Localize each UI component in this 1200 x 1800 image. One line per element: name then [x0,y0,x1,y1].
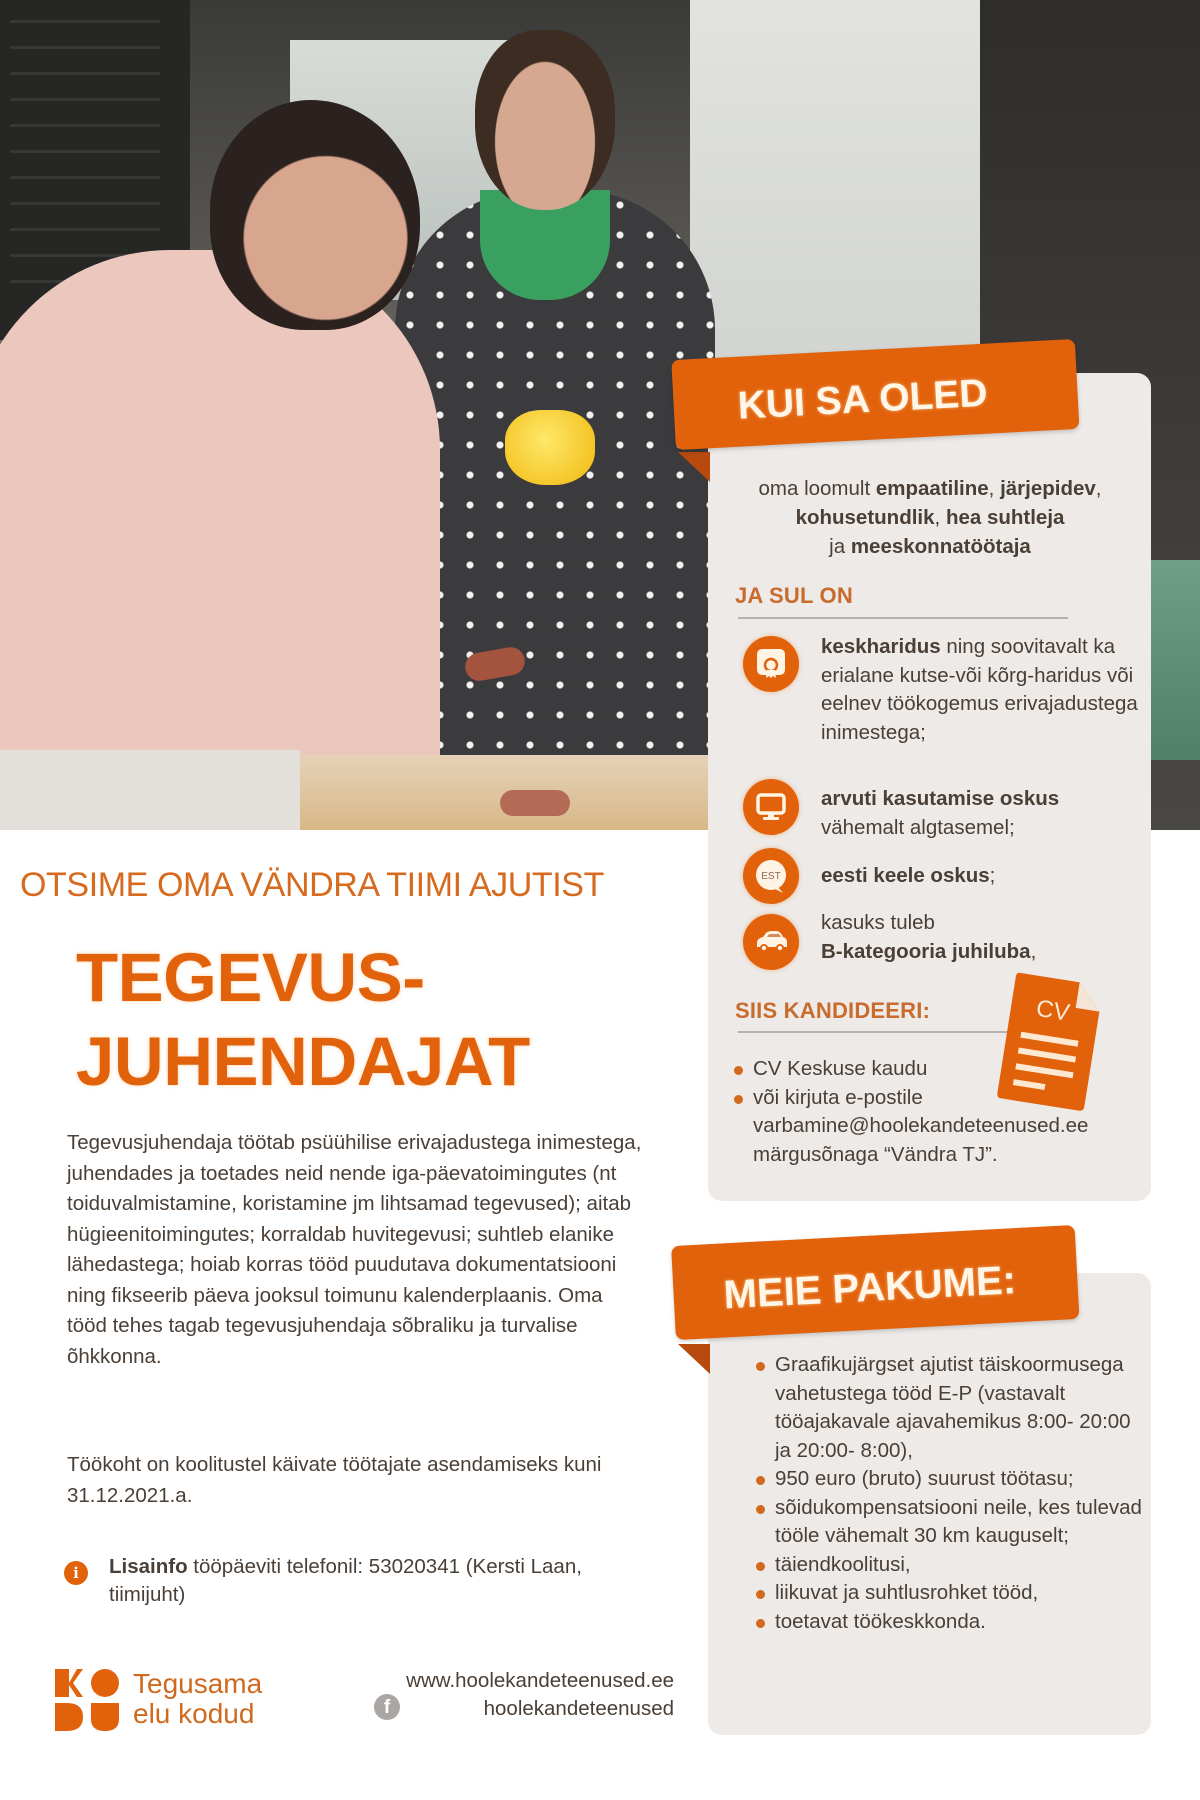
job-subheading: OTSIME OMA VÄNDRA TIIMI AJUTIST [20,866,604,904]
divider [738,1031,1008,1033]
intro-joiner: ja [829,535,851,558]
job-title-line-1: TEGEVUS- [76,939,425,1016]
intro-prefix: oma loomult [758,477,876,500]
intro-separator: , [1095,477,1102,500]
intro-separator: , [934,506,946,529]
facebook-icon[interactable]: f [374,1694,400,1720]
offer-list [755,1351,1145,1636]
cv-label: CV [1034,994,1072,1027]
offer-banner-title: MEIE PAKUME: [722,1258,1018,1318]
trait-team-player: meeskonnatöötaja [850,535,1031,558]
speech-bubble-est-icon [743,848,799,904]
info-icon: i [64,1561,88,1585]
computer-monitor-icon [743,779,799,835]
requirement-bold: keskharidus [821,635,941,658]
website-link[interactable]: www.hoolekandeteenused.ee [406,1669,674,1692]
person-standing-head [475,30,615,210]
job-title-line-2: JUHENDAJAT [76,1023,530,1100]
offer-item: toetavat töökeskkonda. [755,1608,1145,1637]
requirements-banner-title: KUI SA OLED [736,371,989,428]
carved-yellow-fruit [505,410,595,485]
job-description: Tegevusjuhendaja töötab psüühilise erivajadustega inimestega, juhendades ja toetades neid nende iga-päevatoimingutes (nt toiduvalmistamine, koristamine jm lihtsamad tegevused); aitab hügieenitoimingutes; korraldab huvitegevusi; suhtleb elanike lähedastega; hoiab korras tööd puudutava dokumentatsiooni ning fikseerib päeva jooksul toimunu kalenderplaanis. Oma tööd tehes tagab tegevusjuhendaja sõbraliku ja turvalise õhkkonna. [67,1131,642,1368]
offer-item: 950 euro (bruto) suurust töötasu; [755,1465,1145,1494]
brand-line-2: elu kodud [133,1698,255,1729]
offer-item: liikuvat ja suhtlusrohket tööd, [755,1579,1145,1608]
divider [738,617,1068,619]
offer-item: sõidukompensatsiooni neile, kes tulevad tööle vähemalt 30 km kauguselt; [755,1494,1145,1551]
requirement-detail: vähemalt algtasemel; [821,815,1015,839]
brand-line-1: Tegusama [133,1668,263,1699]
job-duration: Töökoht on koolitustel käivate töötajate asendamiseks kuni 31.12.2021.a. [67,1453,602,1507]
trait-communicator: hea suhtleja [945,506,1065,529]
contact-info [109,1553,649,1609]
requirement-detail: , [1030,939,1037,963]
sausage-on-table [500,790,570,816]
banner-fold [678,452,710,482]
requirement-estonian-language [821,862,1151,891]
requirement-bold: arvuti kasutamise oskus [821,787,1060,810]
trait-consistent: järjepidev [1000,477,1096,500]
job-title [76,936,530,1104]
facebook-link[interactable]: hoolekandeteenused [483,1697,674,1720]
requirement-detail: ning soovitavalt ka erialane kutse-või kõrg-haridus või eelnev töökogemus erivajadustega inimestega; [821,635,1138,744]
intro-separator: , [988,477,1001,500]
requirement-bold: B-kategooria juhiluba [821,939,1031,963]
car-icon [743,914,799,970]
brand-name [133,1669,262,1729]
apply-method-cv-keskus: CV Keskuse kaudu [733,1055,1153,1084]
apply-method-email[interactable]: või kirjuta e-postile varbamine@hoolekandeteenused.ee märgusõnaga “Vändra TJ”. [733,1084,1128,1170]
section-title-ja-sul-on: JA SUL ON [735,583,853,608]
trait-empathetic: empaatiline [875,477,989,500]
requirement-bold: eesti keele oskus [821,864,990,887]
trait-responsible: kohusetundlik [795,506,935,529]
diploma-icon [743,636,799,692]
footer-links [380,1667,674,1723]
section-title-siis-kandideeri: SIIS KANDIDEERI: [735,998,931,1023]
contact-info-detail: tööpäeviti telefonil: 53020341 (Kersti Laan, tiimijuht) [109,1555,582,1606]
offer-item: Graafikujärgset ajutist täiskoormusega vahetustega tööd E-P (vastavalt tööajakavale ajavahemikus 8:00- 20:00 ja 20:00- 8:00), [755,1351,1145,1465]
requirement-detail: ; [989,864,996,887]
kodu-logo-icon [55,1669,119,1731]
traits-intro [720,474,1140,561]
apply-methods-list [733,1055,1153,1169]
contact-info-label: Lisainfo [109,1555,188,1578]
table-cloth [0,750,300,830]
requirement-computer-skills [821,785,1151,842]
person-cutting-pink-sweater [0,250,440,810]
requirement-education [821,633,1151,747]
requirement-prefix: kasuks tuleb [821,911,935,934]
banner-fold [678,1344,710,1374]
requirement-driving-licence [821,909,1151,966]
offer-item: täiendkoolitusi, [755,1551,1145,1580]
est-label: EST [761,871,781,882]
